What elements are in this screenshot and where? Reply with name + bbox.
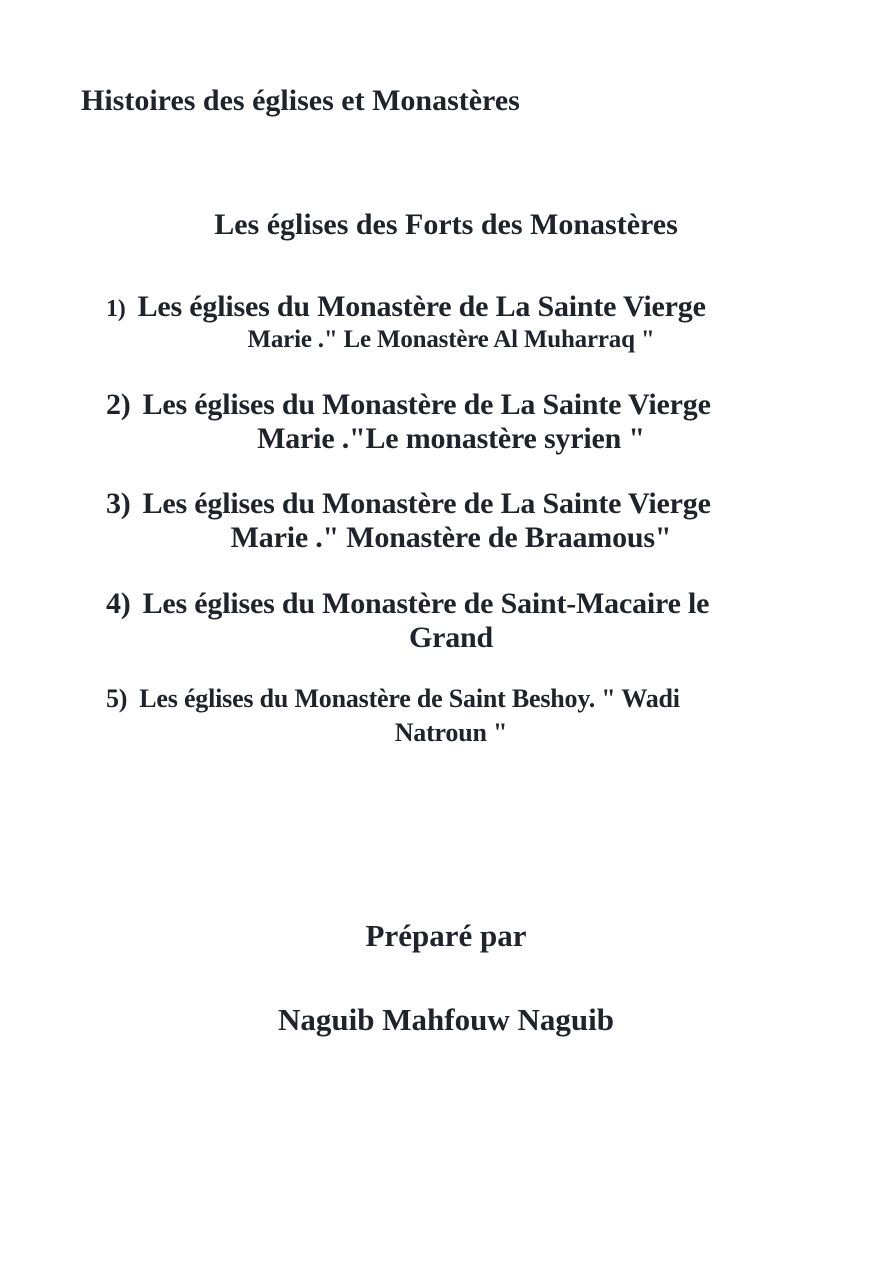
author-name: Naguib Mahfouw Naguib	[278, 1002, 614, 1037]
item-line1: Les églises du Monastère de Saint Beshoy. " Wadi	[139, 684, 680, 713]
chapter-item-1	[106, 290, 796, 354]
item-number: 4)	[106, 587, 131, 620]
item-line2: Natroun "	[394, 718, 508, 747]
item-number: 1)	[106, 296, 126, 322]
item-line2: Marie ." Monastère de Braamous"	[230, 521, 672, 554]
item-line2: Marie ." Le Monastère Al Muharraq "	[247, 326, 655, 353]
item-line1: Les églises du Monastère de La Sainte Vierge	[142, 487, 711, 520]
document-title: Histoires des églises et Monastères	[81, 84, 520, 117]
document-subtitle: Les églises des Forts des Monastères	[214, 208, 678, 241]
item-line2: Marie ."Le monastère syrien "	[257, 422, 645, 455]
chapter-item-2	[106, 388, 796, 456]
item-number: 3)	[106, 487, 131, 520]
chapter-item-5	[106, 684, 796, 748]
item-line2: Grand	[408, 621, 494, 654]
item-number: 2)	[106, 388, 131, 421]
chapter-item-4	[106, 587, 796, 655]
chapter-item-3	[106, 487, 796, 555]
item-line1: Les églises du Monastère de La Sainte Vierge	[137, 290, 706, 323]
prepared-by-label: Préparé par	[365, 918, 527, 953]
item-line1: Les églises du Monastère de Saint-Macaire le	[142, 587, 710, 620]
item-line1: Les églises du Monastère de La Sainte Vierge	[142, 388, 711, 421]
item-number: 5)	[106, 684, 128, 713]
